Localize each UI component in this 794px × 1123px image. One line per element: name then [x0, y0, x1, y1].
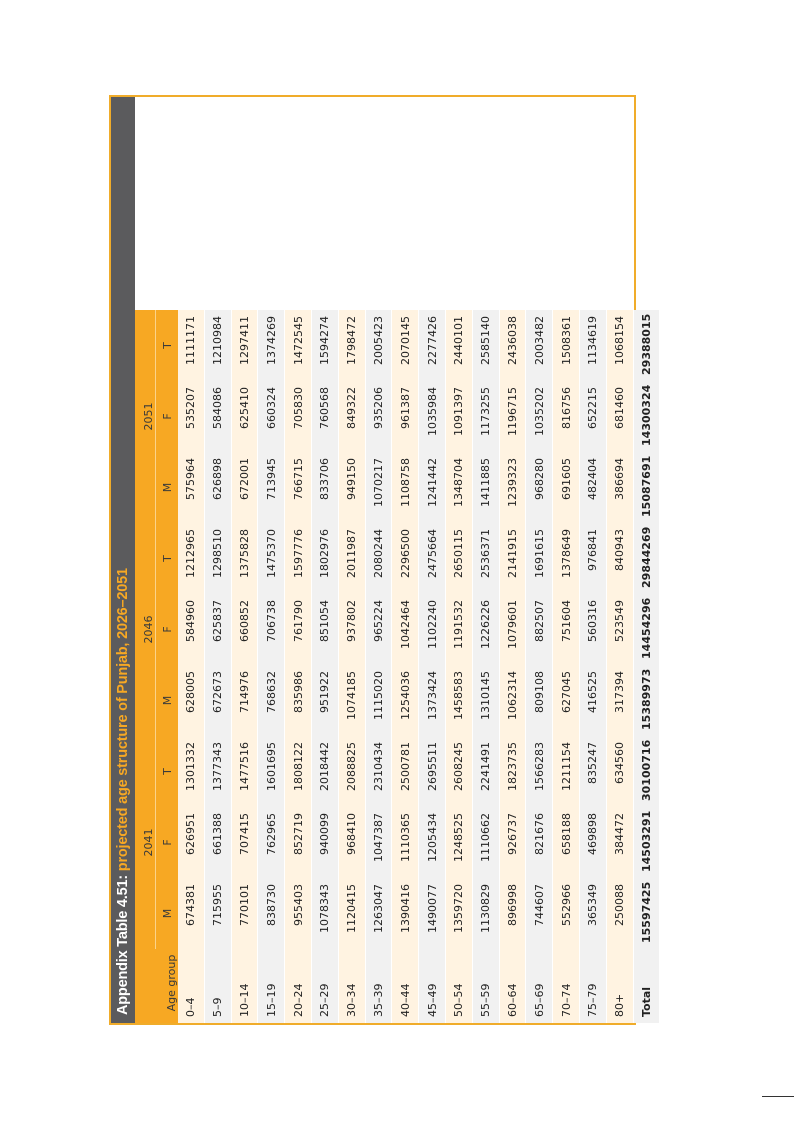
value-cell: 809108: [526, 665, 553, 736]
value-cell: 1378649: [553, 523, 580, 594]
header-sub: F: [156, 807, 179, 878]
value-cell: 15087691: [633, 452, 660, 523]
value-cell: 2585140: [472, 310, 499, 381]
value-cell: 2650115: [445, 523, 472, 594]
value-cell: 1111171: [178, 310, 204, 381]
value-cell: 821676: [526, 807, 553, 878]
value-cell: 627045: [553, 665, 580, 736]
value-cell: 1239323: [499, 452, 526, 523]
age-group-cell: 55–59: [472, 949, 499, 1023]
age-group-cell: 10–14: [231, 949, 258, 1023]
value-cell: 575964: [178, 452, 204, 523]
value-cell: 713945: [258, 452, 285, 523]
value-cell: 1241442: [419, 452, 446, 523]
value-cell: 849322: [338, 381, 365, 452]
value-cell: 751604: [553, 594, 580, 665]
value-cell: 1205434: [419, 807, 446, 878]
value-cell: 762965: [258, 807, 285, 878]
value-cell: 2277426: [419, 310, 446, 381]
age-group-cell: 0–4: [178, 949, 204, 1023]
value-cell: 2005423: [365, 310, 392, 381]
value-cell: 1475370: [258, 523, 285, 594]
value-cell: 852719: [285, 807, 312, 878]
value-cell: 1211154: [553, 736, 580, 807]
value-cell: 760568: [311, 381, 338, 452]
value-cell: 1212965: [178, 523, 204, 594]
value-cell: 2475664: [419, 523, 446, 594]
value-cell: 1390416: [392, 878, 419, 949]
value-cell: 2608245: [445, 736, 472, 807]
age-group-cell: 25–29: [311, 949, 338, 1023]
value-cell: 15389973: [633, 665, 660, 736]
age-group-cell: Total: [633, 949, 660, 1023]
value-cell: 626951: [178, 807, 204, 878]
value-cell: 2080244: [365, 523, 392, 594]
age-group-cell: 30–34: [338, 949, 365, 1023]
table-title-prefix: Appendix Table 4.51:: [115, 871, 131, 1015]
value-cell: 851054: [311, 594, 338, 665]
value-cell: 660324: [258, 381, 285, 452]
value-cell: 1375828: [231, 523, 258, 594]
value-cell: 416525: [579, 665, 606, 736]
value-cell: 1373424: [419, 665, 446, 736]
table-row: [285, 97, 312, 1023]
value-cell: 1477516: [231, 736, 258, 807]
age-group-cell: 60–64: [499, 949, 526, 1023]
value-cell: 1248525: [445, 807, 472, 878]
table-row: [231, 97, 258, 1023]
value-cell: 1079601: [499, 594, 526, 665]
value-cell: 2536371: [472, 523, 499, 594]
value-cell: 1808122: [285, 736, 312, 807]
age-group-cell: 20–24: [285, 949, 312, 1023]
value-cell: 672673: [204, 665, 231, 736]
value-cell: 482404: [579, 452, 606, 523]
table-row: [472, 97, 499, 1023]
value-cell: 2241491: [472, 736, 499, 807]
value-cell: 1062314: [499, 665, 526, 736]
age-group-cell: 35–39: [365, 949, 392, 1023]
table-row: [365, 97, 392, 1023]
value-cell: 1102240: [419, 594, 446, 665]
value-cell: 250088: [606, 878, 633, 949]
value-cell: 584086: [204, 381, 231, 452]
value-cell: 937802: [338, 594, 365, 665]
value-cell: 365349: [579, 878, 606, 949]
age-structure-table: [135, 97, 660, 1023]
value-cell: 1594274: [311, 310, 338, 381]
age-group-cell: 50–54: [445, 949, 472, 1023]
value-cell: 935206: [365, 381, 392, 452]
table-row: [258, 97, 285, 1023]
value-cell: 1091397: [445, 381, 472, 452]
value-cell: 625837: [204, 594, 231, 665]
value-cell: 2011987: [338, 523, 365, 594]
value-cell: 840943: [606, 523, 633, 594]
value-cell: 384472: [606, 807, 633, 878]
value-cell: 2310434: [365, 736, 392, 807]
value-cell: 961387: [392, 381, 419, 452]
header-sub: M: [156, 452, 179, 523]
value-cell: 1802976: [311, 523, 338, 594]
value-cell: 626898: [204, 452, 231, 523]
value-cell: 1597776: [285, 523, 312, 594]
value-cell: 1377343: [204, 736, 231, 807]
value-cell: 1120415: [338, 878, 365, 949]
header-age-group: Age group: [135, 949, 178, 1023]
value-cell: 29844269: [633, 523, 660, 594]
value-cell: 955403: [285, 878, 312, 949]
table-row: [311, 97, 338, 1023]
age-group-cell: 70–74: [553, 949, 580, 1023]
value-cell: 15597425: [633, 878, 660, 949]
value-cell: 1823735: [499, 736, 526, 807]
value-cell: 1210984: [204, 310, 231, 381]
page-footer-rule: [762, 1096, 794, 1097]
table-row: [419, 97, 446, 1023]
value-cell: 968280: [526, 452, 553, 523]
value-cell: 1196715: [499, 381, 526, 452]
value-cell: 766715: [285, 452, 312, 523]
rotated-table-container: [111, 97, 653, 1023]
value-cell: 951922: [311, 665, 338, 736]
value-cell: 1035202: [526, 381, 553, 452]
table-title-highlight: projected age structure of Punjab, 2026–2051: [115, 568, 131, 872]
header-year: 2046: [135, 523, 156, 736]
header-sub: T: [156, 523, 179, 594]
value-cell: 1173255: [472, 381, 499, 452]
value-cell: 1297411: [231, 310, 258, 381]
value-cell: 2440101: [445, 310, 472, 381]
value-cell: 2141915: [499, 523, 526, 594]
value-cell: 2018442: [311, 736, 338, 807]
table-row: [204, 97, 231, 1023]
value-cell: 1508361: [553, 310, 580, 381]
value-cell: 691605: [553, 452, 580, 523]
value-cell: 634560: [606, 736, 633, 807]
age-group-cell: 65–69: [526, 949, 553, 1023]
table-row: [526, 97, 553, 1023]
value-cell: 1078343: [311, 878, 338, 949]
value-cell: 674381: [178, 878, 204, 949]
value-cell: 1348704: [445, 452, 472, 523]
value-cell: 896998: [499, 878, 526, 949]
value-cell: 706738: [258, 594, 285, 665]
value-cell: 1047387: [365, 807, 392, 878]
table-row: [579, 97, 606, 1023]
value-cell: 705830: [285, 381, 312, 452]
value-cell: 1601695: [258, 736, 285, 807]
value-cell: 926737: [499, 807, 526, 878]
value-cell: 386694: [606, 452, 633, 523]
value-cell: 660852: [231, 594, 258, 665]
age-group-cell: 80+: [606, 949, 633, 1023]
value-cell: 1374269: [258, 310, 285, 381]
value-cell: 744607: [526, 878, 553, 949]
table-body: [178, 97, 660, 1023]
value-cell: 1115020: [365, 665, 392, 736]
value-cell: 882507: [526, 594, 553, 665]
age-group-cell: 45–49: [419, 949, 446, 1023]
value-cell: 30100716: [633, 736, 660, 807]
value-cell: 1798472: [338, 310, 365, 381]
value-cell: 1068154: [606, 310, 633, 381]
age-group-cell: 5–9: [204, 949, 231, 1023]
value-cell: 707415: [231, 807, 258, 878]
header-year: 2051: [135, 310, 156, 523]
value-cell: 2003482: [526, 310, 553, 381]
table-row: [445, 97, 472, 1023]
value-cell: 1226226: [472, 594, 499, 665]
value-cell: 1191532: [445, 594, 472, 665]
value-cell: 1490077: [419, 878, 446, 949]
value-cell: 965224: [365, 594, 392, 665]
value-cell: 1310145: [472, 665, 499, 736]
value-cell: 770101: [231, 878, 258, 949]
value-cell: 560316: [579, 594, 606, 665]
age-group-cell: 15–19: [258, 949, 285, 1023]
value-cell: 1070217: [365, 452, 392, 523]
value-cell: 835247: [579, 736, 606, 807]
header-sub: T: [156, 310, 179, 381]
value-cell: 835986: [285, 665, 312, 736]
value-cell: 2070145: [392, 310, 419, 381]
value-cell: 2695511: [419, 736, 446, 807]
value-cell: 652215: [579, 381, 606, 452]
value-cell: 714976: [231, 665, 258, 736]
table-row: [499, 97, 526, 1023]
value-cell: 14300324: [633, 381, 660, 452]
value-cell: 715955: [204, 878, 231, 949]
value-cell: 469898: [579, 807, 606, 878]
age-group-cell: 75–79: [579, 949, 606, 1023]
header-sub: F: [156, 594, 179, 665]
header-sub: F: [156, 381, 179, 452]
header-year: 2041: [135, 736, 156, 949]
value-cell: 1130829: [472, 878, 499, 949]
value-cell: 1458583: [445, 665, 472, 736]
value-cell: 552966: [553, 878, 580, 949]
table-row: [553, 97, 580, 1023]
value-cell: 1035984: [419, 381, 446, 452]
value-cell: 2296500: [392, 523, 419, 594]
table-header: [135, 97, 178, 1023]
value-cell: 317394: [606, 665, 633, 736]
value-cell: 1074185: [338, 665, 365, 736]
value-cell: 1108758: [392, 452, 419, 523]
value-cell: 672001: [231, 452, 258, 523]
table-row: [178, 97, 204, 1023]
value-cell: 940099: [311, 807, 338, 878]
table-title: [111, 97, 135, 1023]
value-cell: 1359720: [445, 878, 472, 949]
value-cell: 1110662: [472, 807, 499, 878]
value-cell: 628005: [178, 665, 204, 736]
value-cell: 14454296: [633, 594, 660, 665]
value-cell: 1411885: [472, 452, 499, 523]
age-group-cell: 40–44: [392, 949, 419, 1023]
value-cell: 29388015: [633, 310, 660, 381]
value-cell: 833706: [311, 452, 338, 523]
value-cell: 658188: [553, 807, 580, 878]
value-cell: 584960: [178, 594, 204, 665]
value-cell: 976841: [579, 523, 606, 594]
value-cell: 2088825: [338, 736, 365, 807]
value-cell: 1301332: [178, 736, 204, 807]
value-cell: 1691615: [526, 523, 553, 594]
table-row: [338, 97, 365, 1023]
table-row: [392, 97, 419, 1023]
value-cell: 681460: [606, 381, 633, 452]
value-cell: 2436038: [499, 310, 526, 381]
value-cell: 1566283: [526, 736, 553, 807]
header-sub: M: [156, 665, 179, 736]
value-cell: 1042464: [392, 594, 419, 665]
value-cell: 535207: [178, 381, 204, 452]
value-cell: 949150: [338, 452, 365, 523]
value-cell: 1472545: [285, 310, 312, 381]
value-cell: 1134619: [579, 310, 606, 381]
header-sub: T: [156, 736, 179, 807]
value-cell: 523549: [606, 594, 633, 665]
value-cell: 838730: [258, 878, 285, 949]
value-cell: 2500781: [392, 736, 419, 807]
table-row: [606, 97, 633, 1023]
value-cell: 1263047: [365, 878, 392, 949]
header-sub: M: [156, 878, 179, 949]
value-cell: 761790: [285, 594, 312, 665]
value-cell: 14503291: [633, 807, 660, 878]
value-cell: 1254036: [392, 665, 419, 736]
value-cell: 1298510: [204, 523, 231, 594]
value-cell: 1110365: [392, 807, 419, 878]
value-cell: 768632: [258, 665, 285, 736]
table-frame: [109, 95, 653, 1025]
table-total-row: [633, 97, 660, 1023]
value-cell: 661388: [204, 807, 231, 878]
value-cell: 968410: [338, 807, 365, 878]
value-cell: 816756: [553, 381, 580, 452]
value-cell: 625410: [231, 381, 258, 452]
